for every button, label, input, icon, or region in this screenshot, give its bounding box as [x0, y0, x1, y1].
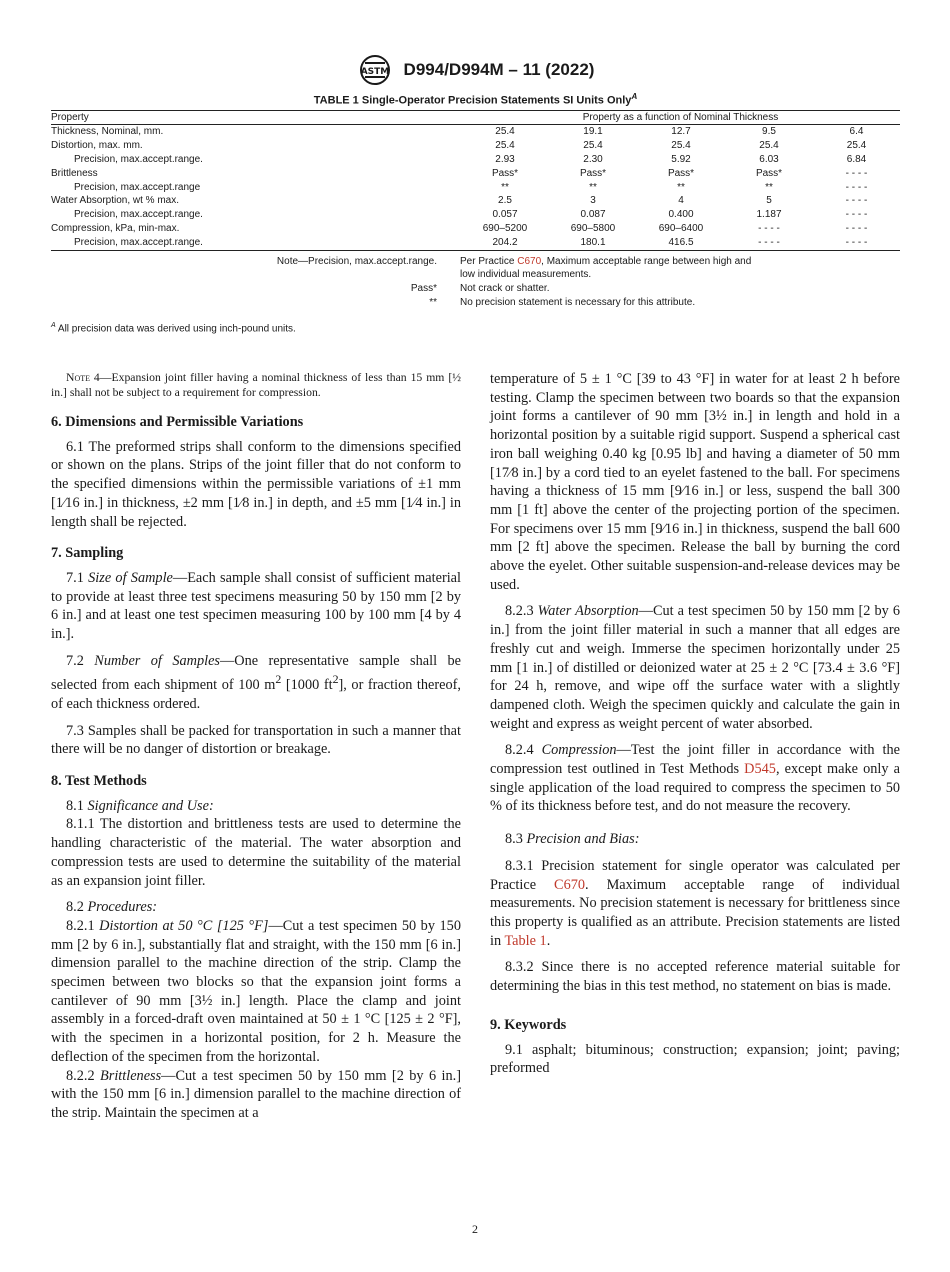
row-value: 12.7 — [671, 126, 691, 138]
right-column — [490, 370, 900, 1078]
table-row — [51, 153, 900, 167]
table-1-link[interactable]: Table 1 — [504, 932, 547, 949]
para-8-2-2: 8.2.2 Brittleness—Cut a test specimen 50 by 150 mm [2 by 6 in.] with the 150 mm [6 in.] dimension parallel to the machine direction of the strip. Maintain the specimen at a — [51, 1067, 461, 1121]
row-value: 25.4 — [846, 140, 867, 152]
row-value: 5.92 — [671, 154, 691, 166]
row-value: 690–5200 — [482, 223, 528, 235]
row-value: 19.1 — [583, 126, 603, 138]
page-header — [0, 54, 950, 86]
table-row — [51, 181, 900, 195]
para-8-3-2: 8.3.2 Since there is no accepted reference material suitable for determining the bias in this test method, no statement on bias is made. — [490, 959, 900, 995]
para-8-1: 8.1 Significance and Use: — [66, 797, 214, 814]
heading-section-8: 8. Test Methods — [51, 773, 147, 790]
row-value: 2.93 — [495, 154, 515, 166]
c670-link-body[interactable]: C670 — [554, 876, 586, 893]
precision-table — [51, 110, 900, 251]
row-value: 4 — [678, 195, 684, 207]
para-8-2-2-continued: temperature of 5 ± 1 °C [39 to 43 °F] in water for at least 2 h before testing. Clamp the specimen between two boards so that the expansion joint forms a cantilever of 90 mm [3½ in.] in length and hold in a horizontal position by a suitable rigid support. Suspend a spherical cast iron ball weighing 0.40 kg [0.95 lb] and having a diameter of 50 mm [17⁄8 in.] by a cord tied to an eyelet fastened to the ball. For specimens having a thickness of 15 mm [9⁄16 in.] or less, suspend the ball 300 mm [1 ft] above the center of the projecting portion of the specimen. For specimens over 15 mm [9⁄16 in.] in thickness, suspend the ball 600 mm [2 ft] above the specimen. Release the ball by burning the cord above the eyelet. Other suitable suspension-and-release devices may be used. — [490, 371, 900, 593]
heading-section-6: 6. Dimensions and Permissible Variations — [51, 414, 304, 430]
para-8-2-3: 8.2.3 Water Absorption—Cut a test specimen 50 by 150 mm [2 by 6 in.] from the joint filler material in such a manner that all edges are freshly cut and weigh. Immerse the specimen horizontally under 25 mm [1 in.] of distilled or deionized water at 25 ± 2 °C [73.4 ± 3.6 °F] for 24 h, remove, and wipe off the surface water with a slightly dampened cloth. Weigh the specimen quickly and calculate the gain in weight and express as weight percent of water absorbed. — [490, 603, 900, 732]
row-value: ** — [501, 181, 509, 193]
row-value: 25.4 — [495, 140, 515, 152]
row-value: Pass* — [579, 167, 607, 179]
row-label: Precision, max.accept.range. — [51, 236, 461, 250]
row-label: Precision, max.accept.range — [74, 181, 201, 193]
row-value: - - - - — [845, 223, 868, 235]
row-value: 3 — [590, 195, 596, 207]
table-row — [51, 222, 900, 236]
row-value: 6.03 — [759, 154, 779, 166]
para-8-2-4: 8.2.4 Compression—Test the joint filler in accordance with the compression test outlined in Test Methods D545, except make only a single application of the load required to compress the specimen to 50 % of its thickness before test, and do not measure the recovery. — [490, 742, 900, 815]
row-value: 2.5 — [498, 195, 512, 207]
para-8-3-1: 8.3.1 Precision statement for single operator was calculated per Practice C670. Maximum acceptable range of individual measurements. No precision statement is necessary for brittleness since this property is qualified as an attribute. Precision statements are listed in Table 1. — [490, 857, 900, 949]
row-value: 5 — [766, 195, 772, 207]
table-row — [51, 236, 900, 250]
row-label: Compression, kPa, min-max. — [51, 223, 180, 235]
row-value: - - - - — [813, 236, 900, 250]
row-value: Pass* — [491, 167, 519, 179]
heading-section-9: 9. Keywords — [490, 1016, 567, 1033]
row-value: 204.2 — [461, 236, 549, 250]
para-9-1: 9.1 asphalt; bituminous; construction; expansion; joint; paving; preformed — [490, 1041, 900, 1077]
row-label: Precision, max.accept.range. — [74, 209, 203, 221]
row-value: 25.4 — [671, 140, 691, 152]
table-title: TABLE 1 Single-Operator Precision Statements SI Units Only$^A$ — [313, 92, 638, 107]
c670-link[interactable]: C670 — [517, 255, 542, 267]
row-label: Precision, max.accept.range. — [74, 154, 203, 166]
row-value: 180.1 — [549, 236, 637, 250]
page-number: 2 — [472, 1222, 478, 1236]
para-8-3: 8.3 Precision and Bias: — [505, 831, 640, 848]
row-value: 25.4 — [583, 140, 603, 152]
row-label: Distortion, max. mm. — [51, 140, 143, 152]
row-value: - - - - — [758, 223, 780, 235]
row-value: - - - - — [845, 181, 868, 193]
row-value: - - - - — [725, 236, 813, 250]
para-8-1-1: 8.1.1 The distortion and brittleness tests are used to determine the handling characteristic of the material. The water absorption and compression tests are used to determine the suitability of the material as an expansion joint filler. — [51, 816, 461, 889]
row-value: 1.187 — [756, 209, 782, 221]
para-7-3: 7.3 Samples shall be packed for transportation in such a manner that there will be no danger of distortion or breakage. — [51, 722, 461, 758]
table-row — [51, 139, 900, 153]
para-6-1: 6.1 The preformed strips shall conform to the dimensions specified or shown on the plans. Strips of the joint filler that do not conform to the specified dimensions within the permissible variations of ±1 mm [1⁄16 in.] in thickness, ±2 mm [1⁄8 in.] in depth, and ±5 mm [1⁄4 in.] in length shall be rejected. — [51, 438, 461, 530]
row-value: - - - - — [845, 209, 868, 221]
row-value: ** — [765, 181, 773, 193]
note-precision: Note—Precision, max.accept.range. Per Practice C670, Maximum acceptable range between high and — [276, 255, 752, 267]
header-property: Property — [51, 110, 461, 125]
para-8-2: 8.2 Procedures: — [66, 899, 158, 916]
table-footnote: $^A$ All precision data was derived using inch-pound units. — [51, 321, 296, 335]
para-7-2: 7.2 Number of Samples—One representative sample shall be selected from each shipment of 100 $m^2$ [1000 $ft^2$], or fraction thereof, of each thickness ordered. — [51, 652, 461, 712]
row-value: 25.4 — [495, 126, 515, 138]
table-row — [51, 208, 900, 222]
logo-text: ASTM — [360, 67, 389, 77]
row-value: 690–6400 — [658, 223, 704, 235]
table-row — [51, 194, 900, 208]
heading-section-7: 7. Sampling — [51, 545, 124, 562]
row-value: - - - - — [845, 167, 868, 179]
precision-table-block — [51, 92, 900, 334]
row-label: Thickness, Nominal, mm. — [51, 126, 164, 138]
row-value: 0.087 — [580, 209, 606, 221]
astm-logo-icon — [356, 54, 394, 86]
table-notes: Note—Precision, max.accept.range. Per Practice C670, Maximum acceptable range between high and low individual measurements. Pass* Not crack or shatter. ** No precision statement is necessary for this attribute. — [51, 255, 900, 310]
table-header-row — [51, 110, 900, 125]
d545-link[interactable]: D545 — [744, 761, 776, 778]
row-value: Pass* — [755, 167, 783, 179]
left-column — [51, 370, 461, 1123]
header-values: Property as a function of Nominal Thickness — [461, 110, 900, 125]
row-value: 6.84 — [846, 154, 867, 166]
row-value: 416.5 — [637, 236, 725, 250]
row-label: Brittleness — [51, 167, 98, 179]
row-value: 6.4 — [849, 126, 864, 138]
row-value: 9.5 — [762, 126, 776, 138]
row-value: 0.400 — [668, 209, 694, 221]
row-value: 0.057 — [492, 209, 518, 221]
note-double-star: ** No precision statement is necessary for this attribute. — [429, 297, 696, 309]
row-value: Pass* — [667, 167, 695, 179]
note-4: Note 4—Expansion joint filler having a nominal thickness of less than 15 mm [½ in.] shall not be subject to a requirement for compression. — [51, 371, 461, 399]
row-label: Water Absorption, wt % max. — [51, 195, 180, 207]
row-value: - - - - — [845, 195, 868, 207]
para-8-2-1: 8.2.1 Distortion at 50 °C [125 °F]—Cut a test specimen 50 by 150 mm [2 by 6 in.], substantially flat and straight, with the 150 mm [6 in.] dimension parallel to the machine direction of the strip. Clamp the specimen between two blocks so that the expansion joint forms a cantilever of 90 mm [3½ in.] length. Place the clamp and joint assembly in a forced-draft oven maintained at 50 ± 1 °C [125 ± 2 °F], with the specimen in a horizontal position, for 2 h. Measure the deflection of the specimen from the horizontal. — [51, 917, 461, 1065]
note-pass: Pass* Not crack or shatter. — [410, 283, 550, 295]
row-value: ** — [677, 181, 685, 193]
standard-designation: D994/D994M – 11 (2022) — [403, 60, 595, 79]
row-value: 690–5800 — [570, 223, 616, 235]
table-row — [51, 167, 900, 181]
para-7-1: 7.1 Size of Sample—Each sample shall consist of sufficient material to provide at least three test specimens measuring 50 by 150 mm [2 by 6 in.] and at least one test specimen measuring 100 by 100 mm [4 by 4 in.]. — [51, 569, 462, 643]
table-row — [51, 125, 900, 139]
row-value: ** — [589, 181, 597, 193]
row-value: 2.30 — [583, 154, 603, 166]
row-value: 25.4 — [759, 140, 779, 152]
